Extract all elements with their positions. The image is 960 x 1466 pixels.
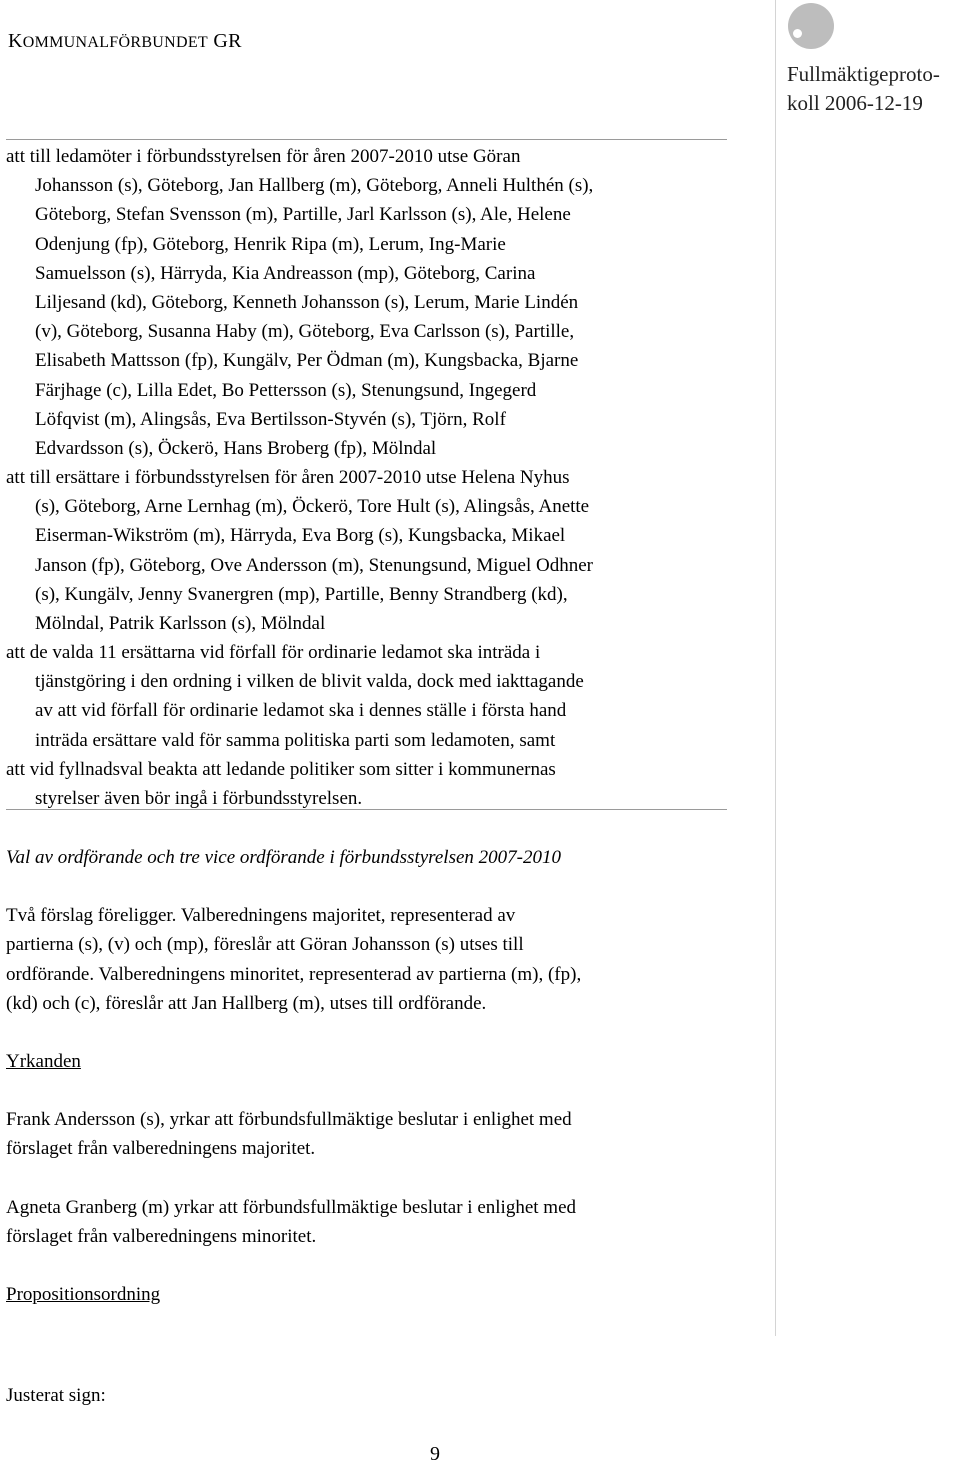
decision-1-line: Samuelsson (s), Härryda, Kia Andreasson (mp), Göteborg, Carina: [35, 262, 536, 284]
yrkande-1-line: förslaget från valberedningens majoritet.: [6, 1138, 316, 1160]
organization-name: [8, 30, 242, 53]
protocol-line-2: koll 2006-12-19: [787, 91, 923, 115]
decision-3-first: att de valda 11 ersättarna vid förfall för ordinarie ledamot ska inträda i: [6, 642, 541, 663]
decision-1-first: att till ledamöter i förbundsstyrelsen för åren 2007-2010 utse Göran: [6, 146, 521, 167]
decision-2-line: Janson (fp), Göteborg, Ove Andersson (m), Stenungsund, Miguel Odhner: [35, 554, 593, 576]
yrkande-2-line: Agneta Granberg (m) yrkar att förbundsfullmäktige beslutar i enlighet med: [6, 1197, 576, 1218]
decision-4-line: styrelser även bör ingå i förbundsstyrelsen.: [35, 788, 363, 810]
decision-3-line: av att vid förfall för ordinarie ledamot ska i dennes ställe i första hand: [35, 700, 567, 722]
page-number: 9: [430, 1443, 440, 1465]
decision-1-line: Elisabeth Mattsson (fp), Kungälv, Per Ödman (m), Kungsbacka, Bjarne: [35, 350, 579, 372]
decision-1-line: Göteborg, Stefan Svensson (m), Partille, Jarl Karlsson (s), Ale, Helene: [35, 204, 571, 226]
decision-3: [6, 638, 746, 755]
intro-line: partierna (s), (v) och (mp), föreslår att Göran Johansson (s) utses till: [6, 934, 524, 956]
justerat-sign: Justerat sign:: [6, 1385, 106, 1406]
decision-3-line: inträda ersättare vald för samma politiska parti som ledamoten, samt: [35, 729, 556, 751]
intro-line: ordförande. Valberedningens minoritet, representerad av partierna (m), (fp),: [6, 963, 582, 985]
intro-line: Två förslag föreligger. Valberedningens majoritet, representerad av: [6, 905, 516, 926]
yrkande-2-line: förslaget från valberedningens minoritet.: [6, 1226, 317, 1248]
org-suffix: GR: [213, 30, 242, 52]
bottom-divider: [6, 809, 727, 810]
decision-1-line: Färjhage (c), Lilla Edet, Bo Pettersson (s), Stenungsund, Ingegerd: [35, 379, 537, 401]
intro-line: (kd) och (c), föreslår att Jan Hallberg (m), utses till ordförande.: [6, 993, 487, 1015]
decision-1-line: Odenjung (fp), Göteborg, Henrik Ripa (m), Lerum, Ing-Marie: [35, 233, 506, 255]
decision-2-line: Mölndal, Patrik Karlsson (s), Mölndal: [35, 613, 326, 635]
yrkande-1-line: Frank Andersson (s), yrkar att förbundsfullmäktige beslutar i enlighet med: [6, 1109, 572, 1130]
intro-paragraph: [6, 901, 766, 1019]
decision-2: [6, 463, 746, 638]
propositionsordning-heading: Propositionsordning: [6, 1284, 161, 1305]
decision-1-line: (v), Göteborg, Susanna Haby (m), Göteborg, Eva Carlsson (s), Partille,: [35, 321, 575, 343]
decision-2-first: att till ersättare i förbundsstyrelsen för åren 2007-2010 utse Helena Nyhus: [6, 467, 570, 488]
decision-3-line: tjänstgöring i den ordning i vilken de blivit valda, dock med iakttagande: [35, 671, 584, 693]
top-divider: [6, 139, 727, 140]
margin-divider: [775, 0, 776, 1336]
yrkande-2: [6, 1193, 766, 1252]
decision-1: [6, 142, 746, 463]
logo-circle-icon: [788, 3, 834, 49]
decision-1-line: Edvardsson (s), Öckerö, Hans Broberg (fp), Mölndal: [35, 438, 437, 460]
decision-4-first: att vid fyllnadsval beakta att ledande politiker som sitter i kommunernas: [6, 759, 556, 780]
decision-4: [6, 755, 746, 813]
decision-1-line: Löfqvist (m), Alingsås, Eva Bertilsson-Styvén (s), Tjörn, Rolf: [35, 408, 506, 430]
decision-2-line: (s), Göteborg, Arne Lernhag (m), Öckerö, Tore Hult (s), Alingsås, Anette: [35, 496, 590, 518]
decision-2-line: (s), Kungälv, Jenny Svanergren (mp), Partille, Benny Strandberg (kd),: [35, 583, 568, 605]
section-heading: Val av ordförande och tre vice ordförande i förbundsstyrelsen 2007-2010: [6, 847, 561, 868]
yrkanden-heading: Yrkanden: [6, 1051, 81, 1072]
protocol-line-1: Fullmäktigeproto-: [787, 62, 940, 86]
decision-2-line: Eiserman-Wikström (m), Härryda, Eva Borg (s), Kungsbacka, Mikael: [35, 525, 566, 547]
decision-1-line: Johansson (s), Göteborg, Jan Hallberg (m), Göteborg, Anneli Hulthén (s),: [35, 175, 594, 197]
org-initial: K: [8, 30, 23, 52]
org-rest: OMMUNALFÖRBUNDET: [22, 34, 209, 51]
protocol-date: [787, 60, 940, 118]
yrkande-1: [6, 1105, 766, 1164]
logo-dot-icon: [793, 29, 802, 38]
decision-1-line: Liljesand (kd), Göteborg, Kenneth Johansson (s), Lerum, Marie Lindén: [35, 292, 579, 314]
